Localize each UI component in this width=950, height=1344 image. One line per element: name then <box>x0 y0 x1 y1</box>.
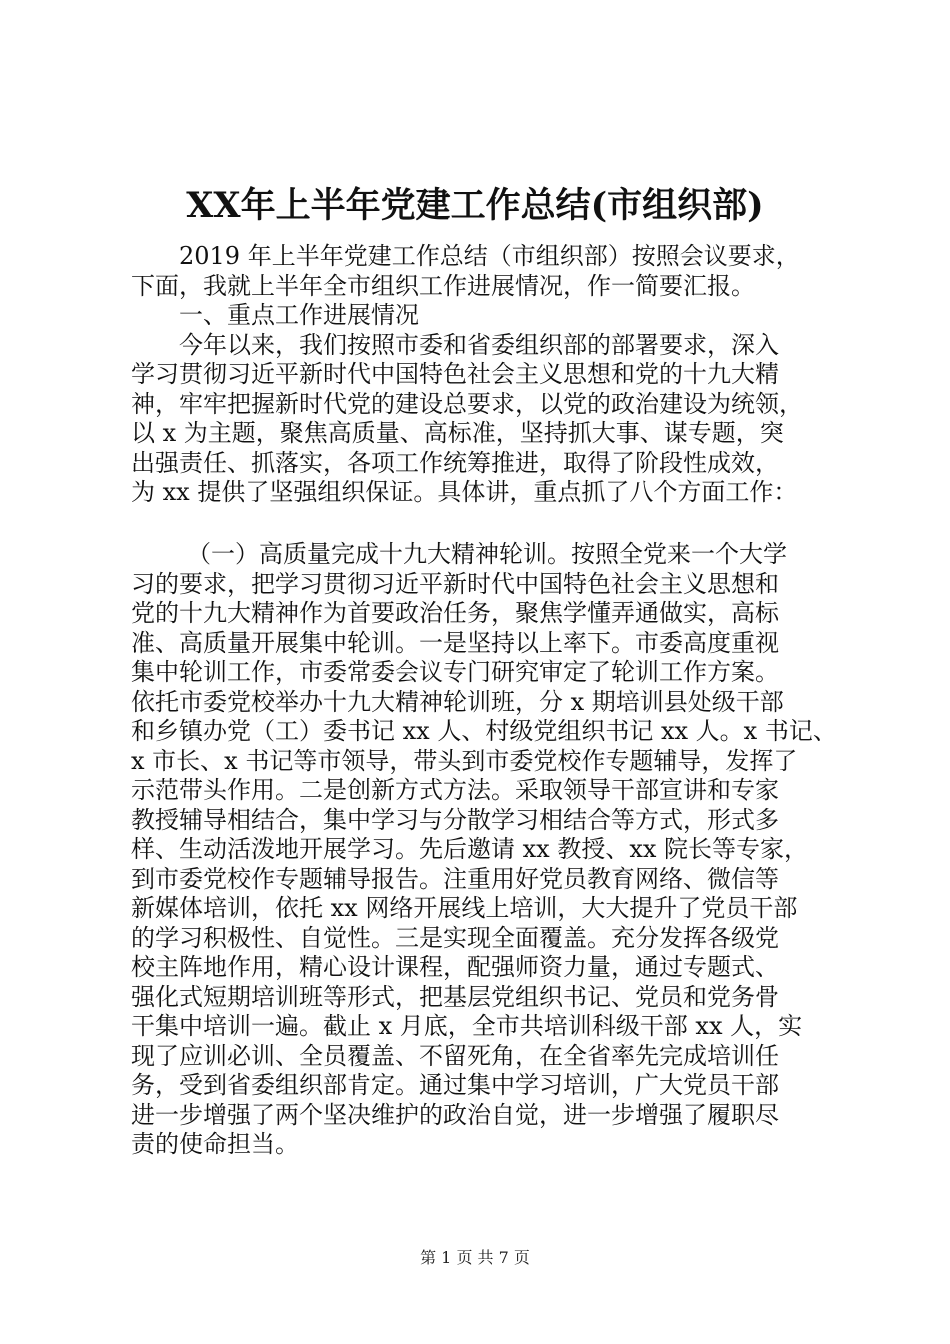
paragraph-line: 今年以来，我们按照市委和省委组织部的部署要求，深入 <box>179 330 779 359</box>
paragraph-line: 责的使命担当。 <box>131 1130 299 1158</box>
paragraph-line: 出强责任、抓落实，各项工作统筹推进，取得了阶段性成效， <box>131 448 779 477</box>
paragraph-line: 进一步增强了两个坚决维护的政治自觉，进一步增强了履职尽 <box>131 1100 779 1129</box>
paragraph-line: 神，牢牢把握新时代党的建设总要求，以党的政治建设为统领， <box>131 389 803 418</box>
paragraph-line: 示范带头作用。二是创新方式方法。采取领导干部宣讲和专家 <box>131 776 779 804</box>
paragraph-line: 现了应训必训、全员覆盖、不留死角，在全省率先完成培训任 <box>131 1041 779 1070</box>
paragraph-line: 干集中培训一遍。截止 x 月底，全市共培训科级干部 xx 人，实 <box>131 1012 803 1040</box>
section-one-paragraph <box>131 540 837 1160</box>
paragraph-line: 准、高质量开展集中轮训。一是坚持以上率下。市委高度重视 <box>131 628 779 657</box>
paragraph-line: 习的要求，把学习贯彻习近平新时代中国特色社会主义思想和 <box>131 569 779 598</box>
paragraph-line: x 市长、x 书记等市领导，带头到市委党校作专题辅导，发挥了 <box>131 746 798 775</box>
page-number-footer: 第 1 页 共 7 页 <box>420 1248 530 1267</box>
intro-line: 2019 年上半年党建工作总结（市组织部）按照会议要求， <box>179 242 800 270</box>
intro-block <box>131 242 831 508</box>
paragraph-line: 到市委党校作专题辅导报告。注重用好党员教育网络、微信等 <box>131 864 779 893</box>
paragraph-line: 依托市委党校举办十九大精神轮训班，分 x 期培训县处级干部 <box>131 687 784 716</box>
paragraph-line: 学习贯彻习近平新时代中国特色社会主义思想和党的十九大精 <box>131 360 779 388</box>
paragraph-line: 校主阵地作用，精心设计课程，配强师资力量，通过专题式、 <box>131 953 779 981</box>
paragraph-line: 新媒体培训，依托 xx 网络开展线上培训，大大提升了党员干部 <box>131 894 798 922</box>
paragraph-line: 为 xx 提供了坚强组织保证。具体讲，重点抓了八个方面工作： <box>131 478 798 506</box>
paragraph-line: 党的十九大精神作为首要政治任务，聚焦学懂弄通做实，高标 <box>131 599 779 627</box>
paragraph-line: 集中轮训工作，市委常委会议专门研究审定了轮训工作方案。 <box>131 658 779 686</box>
paragraph-line: 样、生动活泼地开展学习。先后邀请 xx 教授、xx 院长等专家， <box>131 835 809 863</box>
document-title: XX年上半年党建工作总结(市组织部) <box>186 185 764 226</box>
paragraph-line: 强化式短期培训班等形式，把基层党组织书记、党员和党务骨 <box>131 982 779 1011</box>
paragraph-line: 的学习积极性、自觉性。三是实现全面覆盖。充分发挥各级党 <box>131 923 779 952</box>
paragraph-line: （一）高质量完成十九大精神轮训。按照全党来一个大学 <box>187 540 787 568</box>
paragraph-line: 教授辅导相结合，集中学习与分散学习相结合等方式，形式多 <box>131 805 779 834</box>
paragraph-line: 和乡镇办党（工）委书记 xx 人、村级党组织书记 xx 人。x 书记、 <box>131 717 837 745</box>
intro-line: 下面，我就上半年全市组织工作进展情况，作一简要汇报。 <box>131 271 755 300</box>
paragraph-line: 以 x 为主题，聚焦高质量、高标准，坚持抓大事、谋专题，突 <box>131 419 784 447</box>
paragraph-line: 务，受到省委组织部肯定。通过集中学习培训，广大党员干部 <box>131 1071 779 1099</box>
section-heading: 一、重点工作进展情况 <box>179 301 419 329</box>
